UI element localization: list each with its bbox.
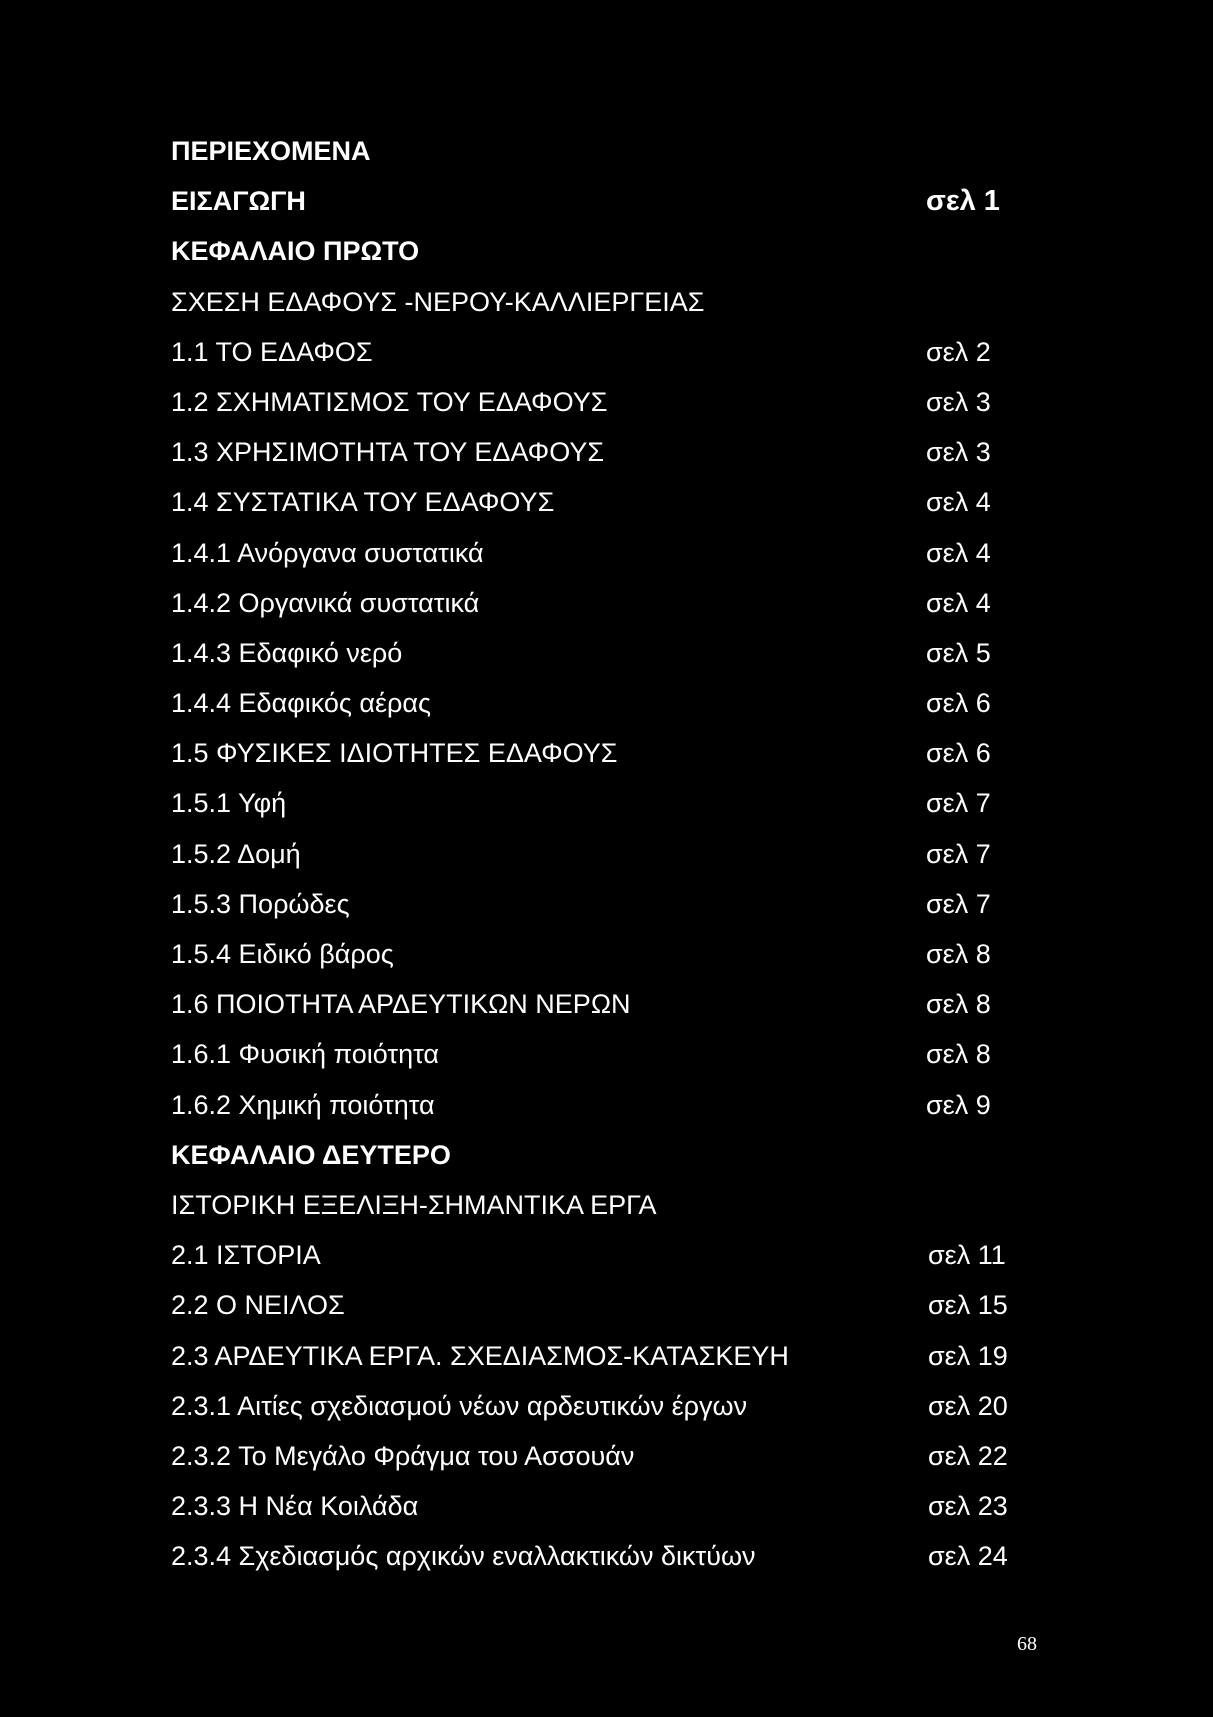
toc-entry-label: 1.4.3 Εδαφικό νερό: [171, 637, 403, 668]
toc-entry-label: ΚΕΦΑΛΑΙΟ ΠΡΩΤΟ: [171, 236, 420, 267]
toc-entry-page: σελ 6: [926, 738, 991, 769]
toc-entry: [171, 586, 1021, 636]
toc-entry: [171, 1439, 1021, 1489]
toc-entry-label: 2.2 Ο ΝΕΙΛΟΣ: [171, 1290, 345, 1321]
toc-entry-page: σελ 22: [928, 1440, 1008, 1471]
toc-entry-label: 1.1 ΤΟ ΕΔΑΦΟΣ: [171, 336, 373, 367]
toc-entry: [171, 987, 1021, 1037]
toc-entry-label: 2.3.4 Σχεδιασμός αρχικών εναλλακτικών δικτύων: [171, 1541, 756, 1572]
toc-entry-label: ΚΕΦΑΛΑΙΟ ΔΕΥΤΕΡΟ: [171, 1139, 451, 1170]
toc-entry-page: σελ 3: [926, 437, 991, 468]
toc-entry-label: 1.4.4 Εδαφικός αέρας: [171, 688, 432, 719]
toc-entry: [171, 1288, 1021, 1338]
toc-entry-page: σελ 4: [926, 587, 991, 618]
toc-entry-label: 1.5.1 Υφή: [171, 788, 287, 819]
toc-entry-page: σελ 20: [928, 1390, 1008, 1421]
toc-entry-page: σελ 7: [926, 788, 991, 819]
toc-entry: [171, 1037, 1021, 1087]
toc-entry: [171, 1238, 1021, 1288]
toc-entry-label: 2.3.1 Αιτίες σχεδιασμού νέων αρδευτικών έργων: [171, 1390, 748, 1421]
toc-entry-page: σελ 8: [926, 939, 991, 969]
toc-entry-page: σελ 4: [926, 487, 991, 518]
toc-entry-label: 1.2 ΣΧΗΜΑΤΙΣΜΟΣ ΤΟΥ ΕΔΑΦΟΥΣ: [171, 386, 608, 417]
toc-entry: [171, 887, 1021, 937]
toc-entry-label: 1.6.1 Φυσική ποιότητα: [171, 1039, 440, 1070]
toc-entry: [171, 837, 1021, 887]
toc-entry-page: σελ 11: [928, 1240, 1006, 1271]
toc-entry: [171, 335, 1021, 385]
toc-entry: [171, 937, 1021, 987]
toc-entry-page: σελ 7: [926, 888, 991, 919]
toc-entry: [171, 736, 1021, 786]
toc-entry-label: 1.5 ΦΥΣΙΚΕΣ ΙΔΙΟΤΗΤΕΣ ΕΔΑΦΟΥΣ: [171, 738, 618, 769]
toc-entry-label: ΙΣΤΟΡΙΚΗ ΕΞΕΛΙΞΗ-ΣΗΜΑΝΤΙΚΑ ΕΡΓΑ: [171, 1189, 657, 1220]
toc-entry-label: 2.3.3 Η Νέα Κοιλάδα: [171, 1491, 419, 1522]
toc-entry-label: 1.4.1 Ανόργανα συστατικά: [171, 537, 484, 568]
toc-entry-label: ΕΙΣΑΓΩΓΗ: [171, 186, 306, 217]
toc-entry: [171, 786, 1021, 836]
toc-entry: [171, 385, 1021, 435]
toc-entry: [171, 1489, 1021, 1539]
toc-entry-page: σελ 23: [928, 1491, 1008, 1522]
toc-entry-page: σελ 9: [926, 1089, 991, 1120]
toc-entry-page: σελ 24: [928, 1541, 1008, 1572]
toc-entry-intro: [171, 184, 1021, 234]
toc-entry: [171, 485, 1021, 535]
toc-entry: [171, 1339, 1021, 1389]
toc-entry-page: σελ 7: [926, 838, 991, 869]
toc-entry-page: σελ 5: [926, 637, 991, 668]
toc-entry-page: σελ 2: [926, 336, 991, 367]
toc-entry: [171, 686, 1021, 736]
toc-title: ΠΕΡΙΕΧΟΜΕΝΑ: [171, 136, 371, 166]
toc-chapter-subtitle: [171, 285, 1021, 335]
toc-entry-page: σελ 15: [928, 1290, 1008, 1321]
toc-entry: [171, 1389, 1021, 1439]
toc-entry-page: σελ 4: [926, 537, 991, 568]
toc-entry: [171, 1539, 1021, 1589]
toc-entry-label: 1.4 ΣΥΣΤΑΤΙΚΑ ΤΟΥ ΕΔΑΦΟΥΣ: [171, 487, 555, 518]
toc-entry-label: 2.3.2 Το Μεγάλο Φράγμα του Ασσουάν: [171, 1440, 635, 1471]
table-of-contents: [171, 134, 1021, 1589]
toc-entry-page: σελ 6: [926, 688, 991, 719]
toc-entry-page: σελ 3: [926, 386, 991, 417]
toc-entry-label: ΣΧΕΣΗ ΕΔΑΦΟΥΣ -ΝΕΡΟΥ-ΚΑΛΛΙΕΡΓΕΙΑΣ: [171, 286, 705, 317]
toc-entry: [171, 1088, 1021, 1138]
toc-entry-label: 2.3 ΑΡΔΕΥΤΙΚΑ ΕΡΓΑ. ΣΧΕΔΙΑΣΜΟΣ-ΚΑΤΑΣΚΕΥΗ: [171, 1340, 789, 1371]
toc-entry-label: 1.5.3 Πορώδες: [171, 888, 350, 919]
toc-chapter-subtitle: [171, 1188, 1021, 1238]
toc-entry-page: σελ 1: [926, 185, 1000, 218]
toc-entry-label: 1.5.2 Δομή: [171, 838, 301, 869]
toc-entry: [171, 636, 1021, 686]
toc-entry-label: 1.3 ΧΡΗΣΙΜΟΤΗΤΑ ΤΟΥ ΕΔΑΦΟΥΣ: [171, 437, 605, 468]
toc-entry-label: 2.1 ΙΣΤΟΡΙΑ: [171, 1240, 321, 1271]
toc-entry-page: σελ 19: [928, 1340, 1008, 1371]
toc-entry: [171, 435, 1021, 485]
toc-entry-label: 1.6 ΠΟΙΟΤΗΤΑ ΑΡΔΕΥΤΙΚΩΝ ΝΕΡΩΝ: [171, 989, 631, 1020]
toc-entry-page: σελ 8: [926, 1039, 991, 1070]
toc-entry-label: 1.4.2 Οργανικά συστατικά: [171, 587, 480, 618]
toc-title-row: [171, 134, 1021, 184]
toc-entry-label: 1.6.2 Χημική ποιότητα: [171, 1089, 435, 1120]
page-number: 68: [1017, 1633, 1037, 1655]
toc-entry-page: σελ 8: [926, 989, 991, 1020]
toc-entry: [171, 536, 1021, 586]
toc-chapter-heading: [171, 234, 1021, 284]
toc-chapter-heading: [171, 1138, 1021, 1188]
toc-entry-label: 1.5.4 Ειδικό βάρος: [171, 939, 394, 969]
